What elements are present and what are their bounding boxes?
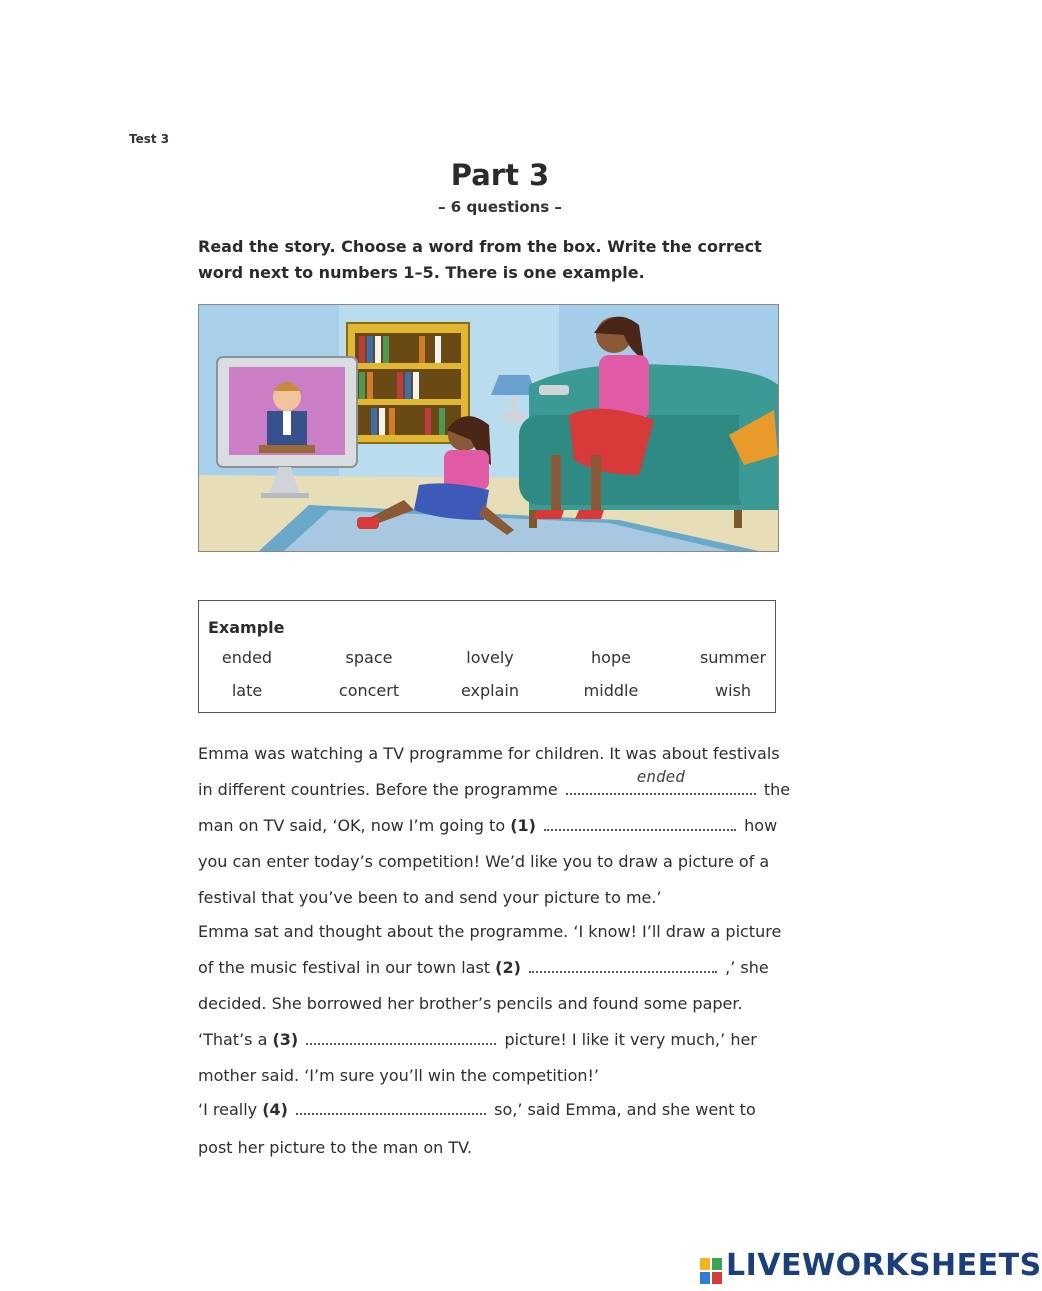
story-text-fragment: in different countries. Before the programme bbox=[198, 780, 558, 799]
story-illustration bbox=[198, 304, 779, 552]
story-line-5: festival that you’ve been to and send your picture to me.’ bbox=[198, 888, 662, 907]
word-option: concert bbox=[338, 681, 400, 700]
answer-input-1[interactable] bbox=[544, 811, 736, 833]
part-subtitle: – 6 questions – bbox=[438, 198, 562, 216]
story-line-4: you can enter today’s competition! We’d like you to draw a picture of a bbox=[198, 852, 770, 871]
story-text-fragment: ,’ she bbox=[725, 958, 769, 977]
answer-blank-2[interactable] bbox=[529, 959, 717, 973]
story-line-2 bbox=[198, 767, 791, 799]
test-label: Test 3 bbox=[129, 132, 170, 146]
story-line-9 bbox=[198, 1030, 778, 1049]
instructions-line-2: word next to numbers 1–5. There is one example. bbox=[198, 263, 645, 282]
question-number-3: (3) bbox=[272, 1030, 299, 1049]
answer-input-2[interactable] bbox=[529, 953, 717, 975]
story-line-3 bbox=[198, 816, 778, 835]
story-line-12: post her picture to the man on TV. bbox=[198, 1138, 473, 1157]
instructions bbox=[198, 234, 778, 286]
word-option: explain bbox=[460, 681, 520, 700]
part-title: Part 3 bbox=[450, 158, 550, 192]
story-text-fragment: man on TV said, ‘OK, now I’m going to bbox=[198, 816, 506, 835]
question-number-1: (1) bbox=[510, 816, 536, 835]
word-option: space bbox=[345, 648, 393, 667]
story-text-fragment: of the music festival in our town last bbox=[198, 958, 491, 977]
story-text-fragment: picture! I like it very much,’ her bbox=[504, 1030, 757, 1049]
story-text-fragment: so,’ said Emma, and she went to bbox=[494, 1100, 756, 1119]
story-line-7 bbox=[198, 958, 778, 977]
story-line-11 bbox=[198, 1100, 778, 1119]
word-option: hope bbox=[591, 648, 631, 667]
word-option: summer bbox=[699, 648, 767, 667]
instructions-line-1: Read the story. Choose a word from the box. Write the correct bbox=[198, 237, 762, 256]
story-text-fragment: how bbox=[744, 816, 778, 835]
story-line-6: Emma sat and thought about the programme. ‘I know! I’ll draw a picture bbox=[198, 922, 782, 941]
answer-blank-4[interactable] bbox=[296, 1101, 486, 1115]
word-option: ended bbox=[221, 648, 273, 667]
answer-blank-3[interactable] bbox=[306, 1031, 496, 1045]
word-option: middle bbox=[583, 681, 639, 700]
story-text-fragment: ‘I really bbox=[198, 1100, 258, 1119]
story-text-fragment: ‘That’s a bbox=[198, 1030, 268, 1049]
word-option: late bbox=[231, 681, 263, 700]
liveworksheets-wordmark: LIVEWORKSHEETS bbox=[726, 1248, 1042, 1283]
story-line-1: Emma was watching a TV programme for children. It was about festivals bbox=[198, 744, 780, 763]
word-option: lovely bbox=[466, 648, 514, 667]
living-room-scene bbox=[199, 305, 778, 551]
question-number-4: (4) bbox=[262, 1100, 288, 1119]
answer-blank-1[interactable] bbox=[544, 817, 736, 831]
story-line-10: mother said. ‘I’m sure you’ll win the competition!’ bbox=[198, 1066, 600, 1085]
question-number-2: (2) bbox=[495, 958, 521, 977]
story-line-8: decided. She borrowed her brother’s pencils and found some paper. bbox=[198, 994, 743, 1013]
answer-input-3[interactable] bbox=[306, 1025, 496, 1047]
story-text-fragment: the bbox=[763, 780, 791, 799]
liveworksheets-logo-icon bbox=[700, 1258, 722, 1284]
answer-input-4[interactable] bbox=[296, 1095, 486, 1117]
word-option: wish bbox=[714, 681, 751, 700]
word-box bbox=[198, 600, 776, 713]
example-blank bbox=[566, 767, 756, 795]
example-answer: ended bbox=[636, 767, 685, 786]
bookcase bbox=[347, 323, 469, 443]
word-box-example-label: Example bbox=[208, 618, 285, 637]
